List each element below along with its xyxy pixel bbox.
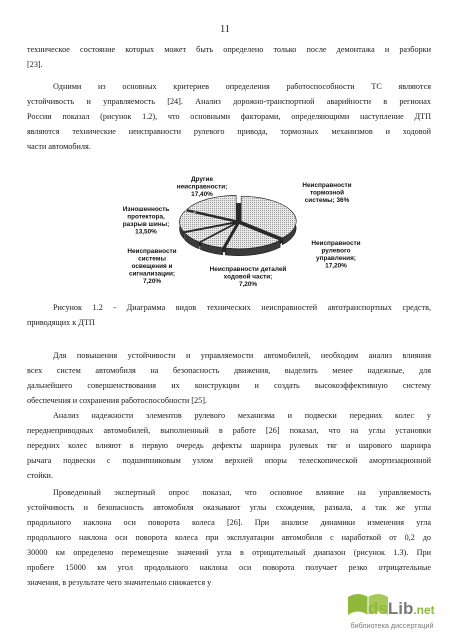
text-line: являются технические неисправности рулевого привода, тормозных механизмов и ходовой: [27, 127, 431, 136]
text-line: приводящих к ДТП: [27, 318, 95, 327]
label-line: Другие: [190, 176, 214, 183]
text-line: переднеприводных автомобилей, выполненный в работе [26] показал, что на углы установки: [27, 426, 431, 435]
label-line: управления;: [316, 255, 356, 262]
label-line: освещения и: [131, 263, 173, 270]
label-line: 7,20%: [238, 281, 258, 288]
paragraph-2: [27, 79, 431, 154]
svg-text:Неисправности деталейходовой ч: [210, 265, 287, 288]
label-brakes: [302, 182, 351, 204]
label-line: системы: [138, 255, 166, 263]
svg-text:Другиенеисправности;17,40%: [177, 176, 228, 198]
text-line: всех систем автомобиля на безопасность движения, выделить менее надежные, для: [27, 366, 431, 375]
label-line: ходовой части;: [223, 273, 273, 281]
text-line: дальнейшего совершенствования их конструкции и создать высокоэффективную систему: [27, 381, 431, 390]
label-line: 13,50%: [135, 228, 157, 236]
paragraph-3: [27, 348, 431, 408]
svg-text:Неисправностирулевогоуправлени: [311, 240, 360, 270]
text-line: устойчивость и безопасность автомобиля оказывают углы схождения, развала, а так же углы: [27, 503, 431, 512]
text-line: Анализ надежности элементов рулевого механизма и подвески передних колес у: [53, 411, 431, 420]
text-line: продольного наклона оси поворота колеса [26]. При анализе динамики изменения угла: [27, 518, 431, 527]
text-line: Проведенный экспертный опрос показал, что основное влияние на управляемость: [53, 488, 431, 497]
watermark-subtitle: библиотека диссертаций: [350, 621, 434, 630]
text-line: рычага подвески с подшипниковым узлом верхней опоры телескопической амортизационной: [27, 456, 431, 465]
label-line: 7,20%: [142, 278, 162, 285]
text-line: значения, в результате чего значительно снижается у: [27, 578, 212, 587]
text-line: Одними из основных критериев определения работоспособности ТС являются: [53, 82, 431, 91]
text-line: Рисунок 1.2 - Диаграмма видов технических неисправностей автотранспортных средств,: [53, 303, 431, 312]
label-steering: [311, 240, 360, 270]
text-line: устойчивость и управляемость [24]. Анализ дорожно-транспортной аварийности в регионах: [27, 97, 431, 106]
text-line: России показал (рисунок 1.2), что основными факторами, определяющими наступление ДТП: [27, 112, 431, 121]
label-line: 17,40%: [191, 191, 213, 198]
dslib-watermark-logo: [336, 588, 446, 634]
text-line: 30000 км определено перемещение значений угла в отрицательный диапазон (рисунок 1.3). При: [27, 548, 431, 557]
label-line: неисправности;: [176, 183, 228, 191]
label-line: 17,20%: [325, 262, 347, 270]
svg-text:Неисправностисистемыосвещения: [127, 248, 176, 285]
label-line: системы; 36%: [304, 197, 350, 204]
label-other: [177, 176, 228, 198]
paragraph-5: [27, 485, 431, 590]
label-running: [210, 265, 287, 288]
text-line: [23].: [27, 60, 43, 69]
label-lights: [127, 248, 176, 285]
page-number: 11: [220, 24, 230, 35]
label-line: разрыв шины;: [122, 221, 170, 228]
text-line: части автомобиля.: [27, 142, 91, 151]
label-tires: [123, 206, 170, 236]
figure-caption: [27, 300, 431, 330]
svg-text:Неисправноститормознойсистемы;: [302, 182, 351, 204]
paragraph-4: [27, 408, 431, 483]
paragraph-1: [27, 42, 431, 72]
text-line: стойки.: [27, 471, 53, 480]
label-line: рулевого: [321, 247, 351, 255]
label-line: тормозной: [309, 189, 345, 197]
svg-text:dsLib.net: dsLib.net: [368, 599, 435, 618]
label-line: Неисправности: [311, 240, 361, 247]
label-line: протектора,: [127, 213, 165, 221]
label-line: Неисправности: [127, 248, 177, 255]
text-line: пробеге 15000 км угол продольного наклона оси поворота получает резко отрицательные: [27, 563, 431, 572]
pie-chart: [110, 170, 370, 295]
text-line: техническое состояние которых может быть определено только после демонтажа и разборки: [27, 45, 431, 54]
label-line: Неисправности: [302, 182, 352, 189]
text-line: Для повышения устойчивости и управляемости автомобилей, необходим анализ влияния: [53, 351, 431, 360]
text-line: передних колес влияют в первую очередь дефекты шарнира рулевых тяг и шарового шарнира: [27, 441, 431, 450]
text-line: обеспечения и сохранения работоспособности [25].: [27, 396, 207, 405]
label-line: Неисправности деталей: [209, 266, 287, 273]
label-line: Изношенность: [122, 206, 170, 213]
svg-text:Изношенностьпротектора,разрыв: [123, 206, 170, 236]
text-line: продольного наклона оси поворота колеса при эксплуатации автомобиля с наработкой от 0,2 до: [27, 533, 431, 542]
label-line: сигнализации;: [128, 270, 176, 278]
